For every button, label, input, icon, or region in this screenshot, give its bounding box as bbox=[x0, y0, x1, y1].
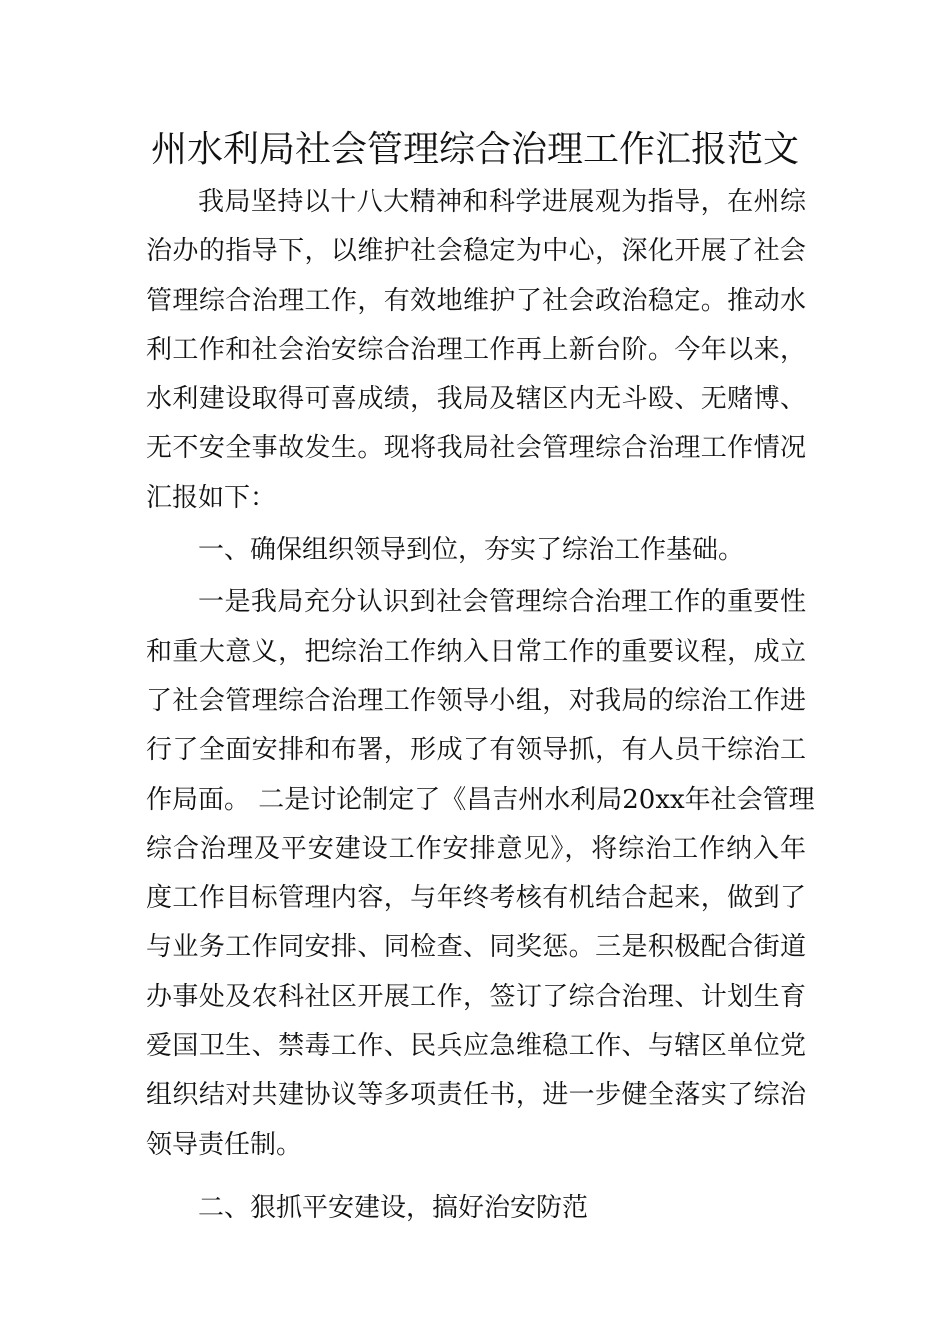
intro-paragraph bbox=[146, 178, 806, 523]
text-line: 水利建设取得可喜成绩，我局及辖区内无斗殴、无赌博、 bbox=[146, 384, 806, 415]
text-line: 和重大意义，把综治工作纳入日常工作的重要议程，成立 bbox=[146, 636, 806, 667]
section-heading-2: 二、狠抓平安建设，搞好治安防范 bbox=[198, 1192, 589, 1223]
text-line: 组织结对共建协议等多项责任书，进一步健全落实了综治 bbox=[146, 1080, 806, 1111]
text-line: 办事处及农科社区开展工作，签订了综合治理、计划生育 bbox=[146, 981, 806, 1012]
text-line: 领导责任制。 bbox=[146, 1129, 303, 1160]
section-heading-1: 一、确保组织领导到位，夯实了综治工作基础。 bbox=[198, 535, 745, 566]
document-body bbox=[146, 178, 815, 1233]
text-line: 管理综合治理工作，有效地维护了社会政治稳定。推动水 bbox=[146, 285, 806, 316]
text-line: 了社会管理综合治理工作领导小组，对我局的综治工作进 bbox=[146, 685, 806, 716]
text-line: 汇报如下： bbox=[146, 482, 277, 513]
text-line: 综合治理及平安建设工作安排意见》，将综治工作纳入年 bbox=[146, 833, 806, 864]
section-1-paragraph bbox=[146, 578, 815, 1170]
text-line: 行了全面安排和布署，形成了有领导抓，有人员干综治工 bbox=[146, 735, 806, 766]
text-line: 治办的指导下，以维护社会稳定为中心，深化开展了社会 bbox=[146, 236, 806, 267]
text-line: 利工作和社会治安综合治理工作再上新台阶。今年以来， bbox=[146, 334, 806, 365]
text-line: 一是我局充分认识到社会管理综合治理工作的重要性 bbox=[198, 587, 806, 618]
document-title: 州水利局社会管理综合治理工作汇报范文 bbox=[150, 129, 799, 170]
text-line: 作局面。 二是讨论制定了《昌吉州水利局20xx年社会管理 bbox=[146, 784, 815, 815]
text-line: 无不安全事故发生。现将我局社会管理综合治理工作情况 bbox=[146, 433, 806, 464]
text-line: 我局坚持以十八大精神和科学进展观为指导，在州综 bbox=[198, 187, 806, 217]
text-line: 与业务工作同安排、同检查、同奖惩。三是积极配合街道 bbox=[146, 932, 806, 963]
text-line: 度工作目标管理内容，与年终考核有机结合起来，做到了 bbox=[146, 883, 806, 914]
text-line: 爱国卫生、禁毒工作、民兵应急维稳工作、与辖区单位党 bbox=[146, 1031, 806, 1062]
